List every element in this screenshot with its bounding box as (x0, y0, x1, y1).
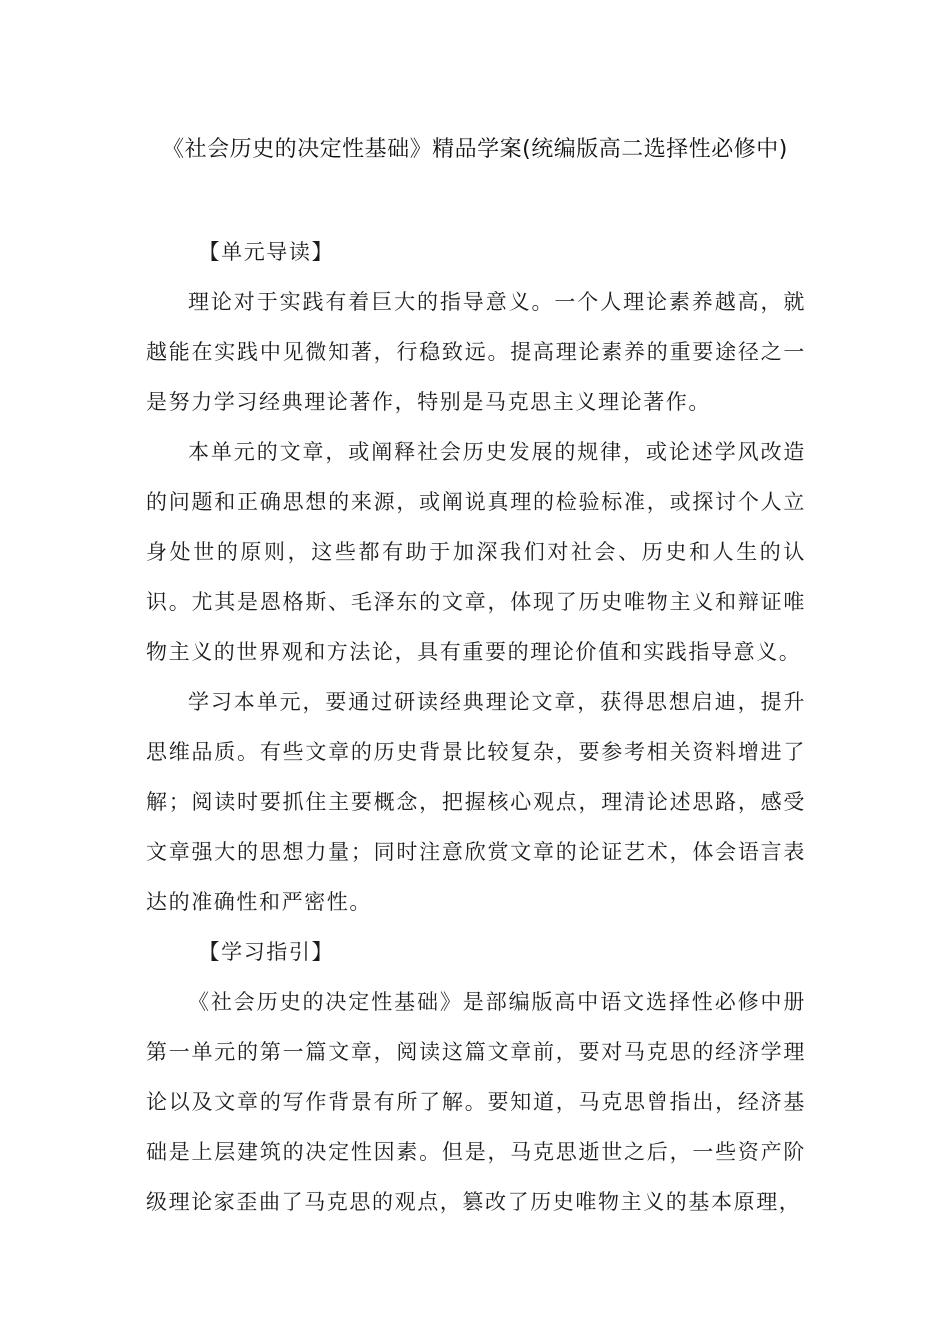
paragraph: 学习本单元，要通过研读经典理论文章，获得思想启迪，提升思维品质。有些文章的历史背景比较复杂，要参考相关资料增进了解；阅读时要抓住主要概念，把握核心观点，理清论述思路，感受文章强大的思想力量；同时注意欣赏文章的论证艺术，体会语言表达的准确性和严密性。 (146, 690, 806, 914)
paragraph: 本单元的文章，或阐释社会历史发展的规律，或论述学风改造的问题和正确思想的来源，或阐说真理的检验标准，或探讨个人立身处世的原则，这些都有助于加深我们对社会、历史和人生的认识。尤其是恩格斯、毛泽东的文章，体现了历史唯物主义和辩证唯物主义的世界观和方法论，具有重要的理论价值和实践指导意义。 (146, 440, 806, 664)
paragraph: 理论对于实践有着巨大的指导意义。一个人理论素养越高，就越能在实践中见微知著，行稳致远。提高理论素养的重要途径之一是努力学习经典理论著作，特别是马克思主义理论著作。 (146, 290, 806, 414)
paragraph: 《社会历史的决定性基础》是部编版高中语文选择性必修中册第一单元的第一篇文章，阅读这篇文章前，要对马克思的经济学理论以及文章的写作背景有所了解。要知道，马克思曾指出，经济基础是上层建筑的决定性因素。但是，马克思逝世之后，一些资产阶级理论家歪曲了马克思的观点，篡改了历史唯物主义的基本原理， (146, 990, 806, 1214)
section-heading-study-guide: 【学习指引】 (198, 940, 335, 964)
section-heading-unit-guide: 【单元导读】 (198, 240, 335, 264)
document-title: 《社会历史的决定性基础》精品学案(统编版高二选择性必修中) (162, 137, 788, 162)
document-body (146, 227, 806, 1227)
